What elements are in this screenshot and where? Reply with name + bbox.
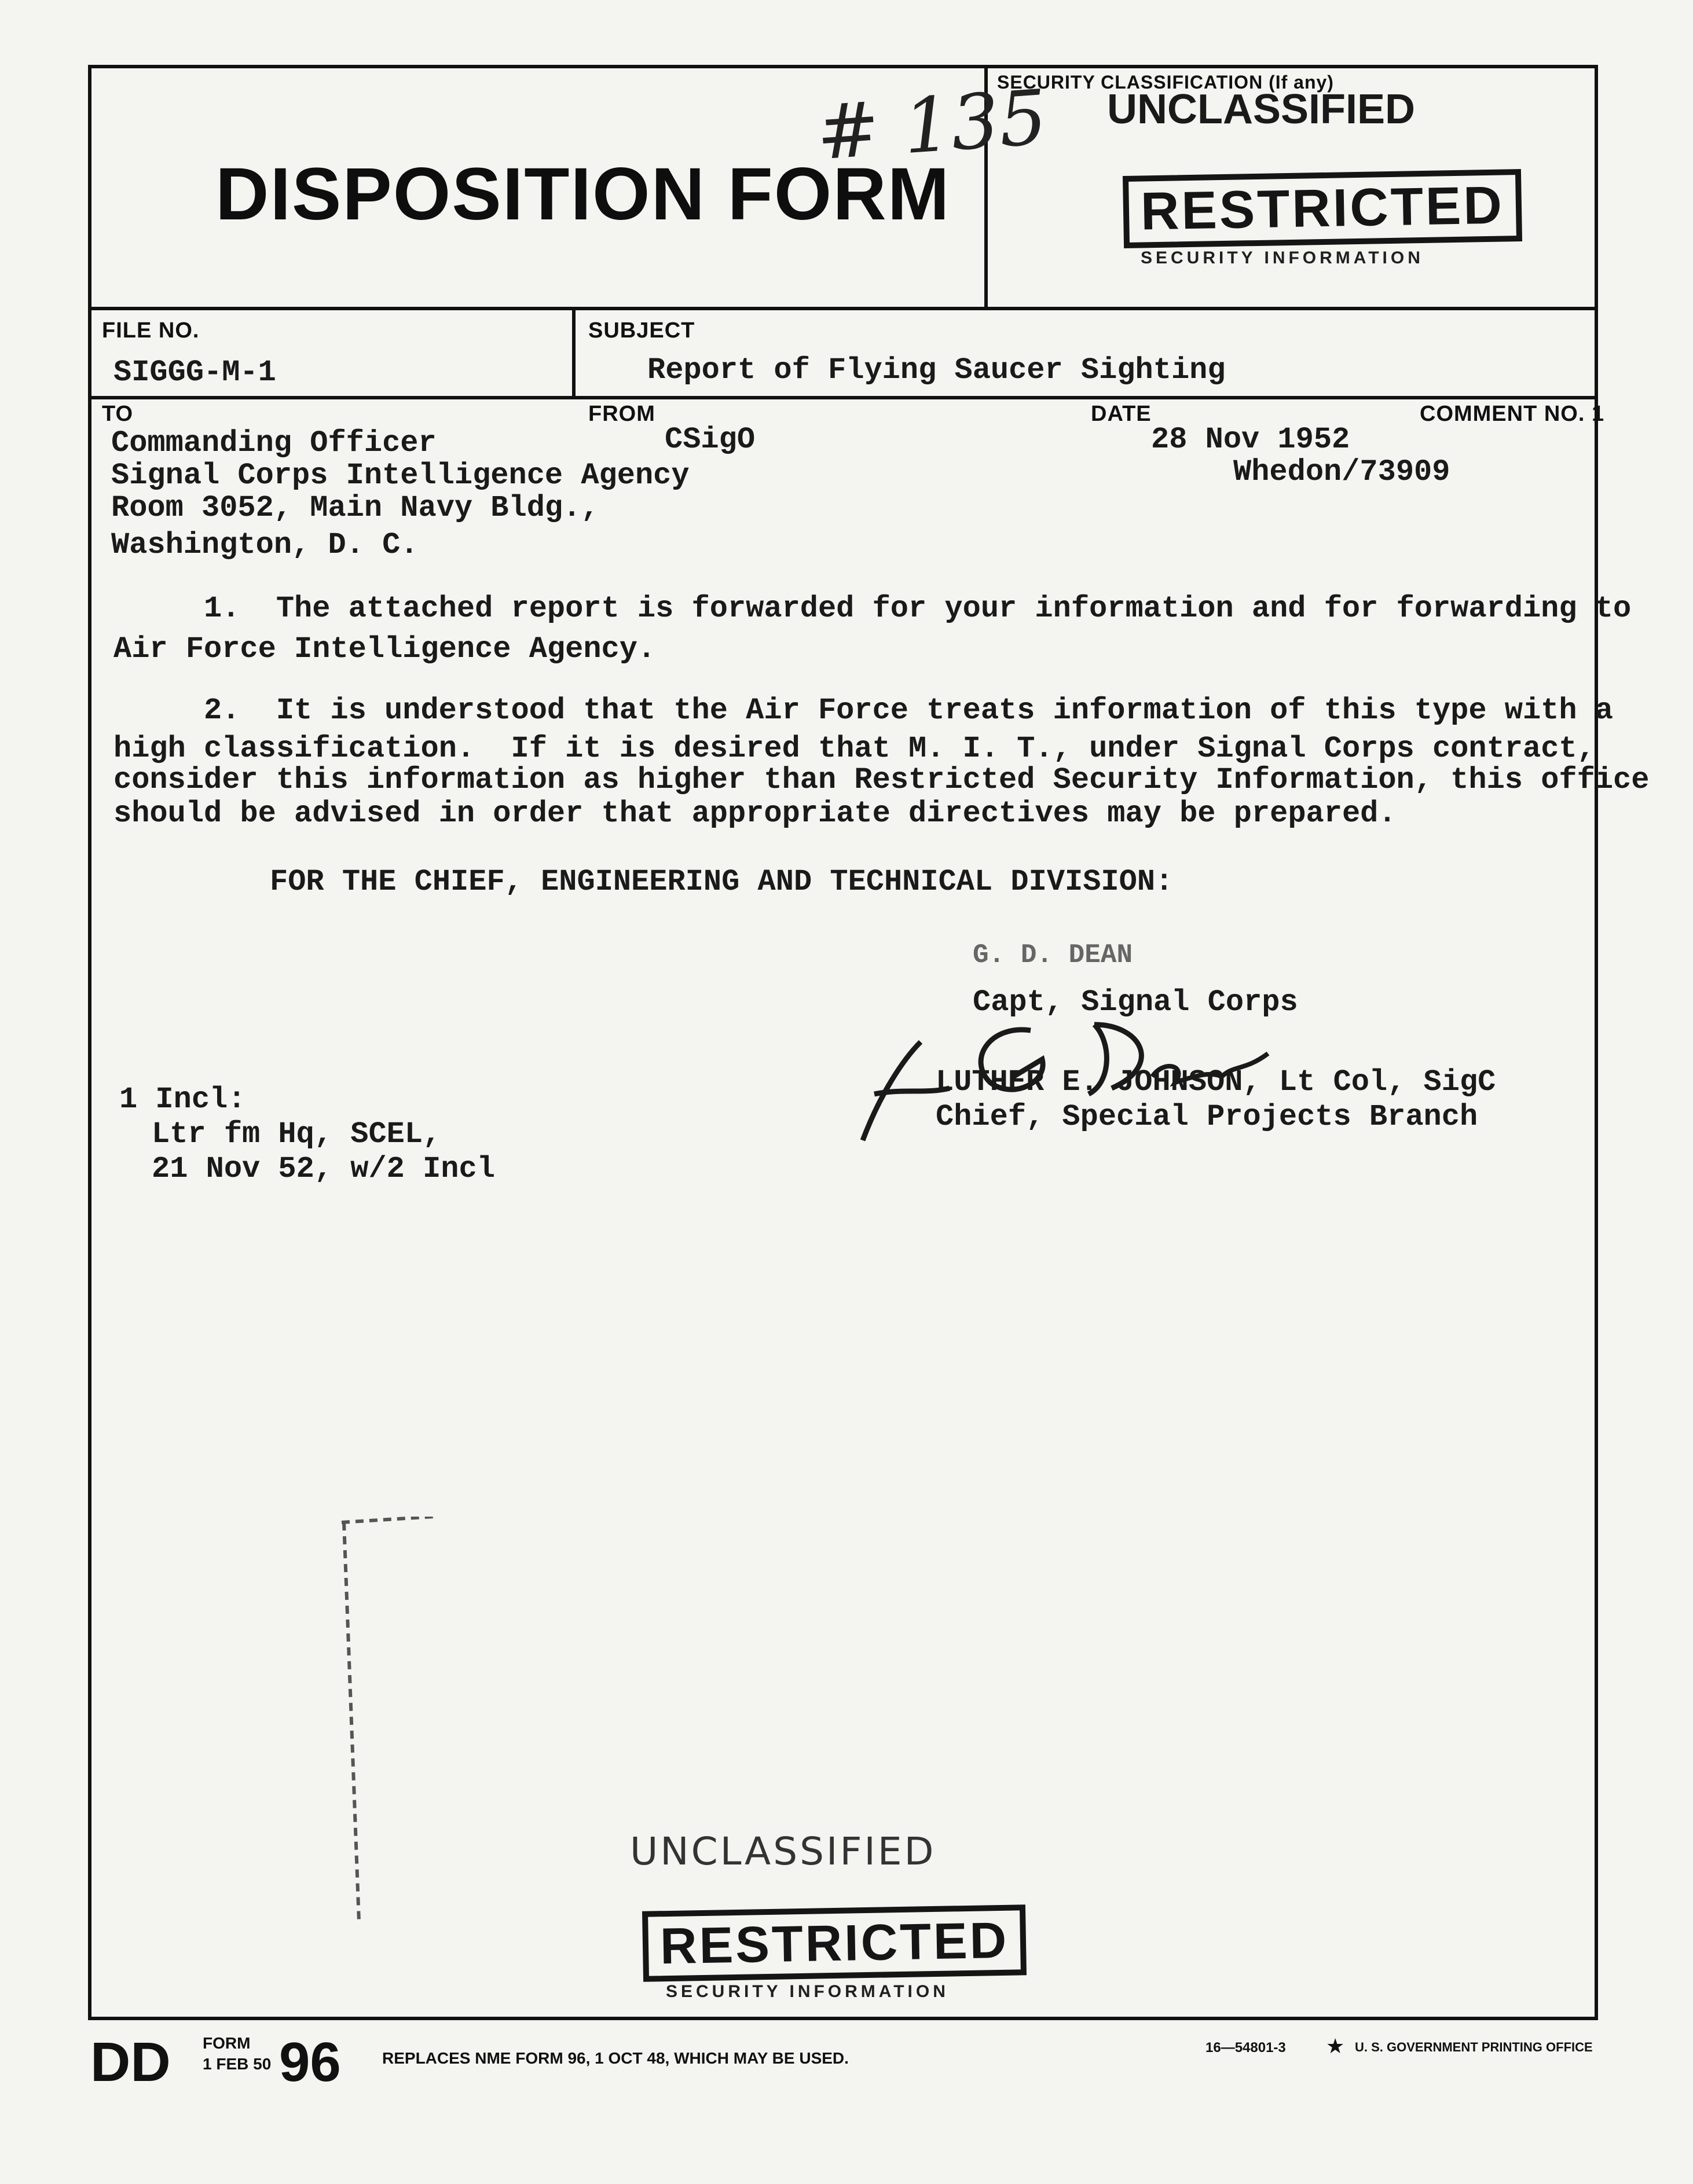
official-name: LUTHER E. JOHNSON, Lt Col, SigC	[936, 1065, 1496, 1099]
date-value: 28 Nov 1952	[1151, 423, 1350, 457]
paragraph-2-line-2: high classification. If it is desired that M. I. T., under Signal Corps contract,	[113, 732, 1595, 766]
to-line-3: Room 3052, Main Navy Bldg.,	[111, 491, 599, 525]
paragraph-2-line-1: 2. It is understood that the Air Force treats information of this type with a	[204, 693, 1613, 728]
handwritten-number: # 135	[813, 73, 1050, 177]
fileno-subject-divider	[572, 307, 576, 399]
restricted-stamp-top-text: RESTRICTED	[1123, 169, 1522, 248]
handwritten-signature-text	[845, 1088, 941, 1108]
official-title: Chief, Special Projects Branch	[936, 1100, 1478, 1134]
for-the-chief-line: FOR THE CHIEF, ENGINEERING AND TECHNICAL DIVISION:	[270, 865, 1174, 899]
signer-typed-name: G. D. DEAN	[973, 940, 1133, 970]
bottom-classification: UNCLASSIFIED	[630, 1829, 936, 1874]
footer-star-icon: ★	[1326, 2034, 1345, 2058]
paragraph-2-line-4: should be advised in order that appropriate directives may be prepared.	[113, 796, 1397, 831]
footer-print-code: 16—54801-3	[1205, 2040, 1286, 2055]
form-title: DISPOSITION FORM	[215, 153, 951, 236]
paragraph-2-line-3: consider this information as higher than Restricted Security Information, this office	[113, 763, 1650, 797]
comment-no-label: COMMENT NO. 1	[1420, 402, 1605, 426]
file-no-value: SIGGG-M-1	[113, 355, 276, 390]
restricted-stamp-top	[1123, 172, 1522, 268]
fileno-divider	[88, 396, 1598, 399]
faint-stamp-outline	[336, 1517, 440, 1933]
restricted-stamp-top-subtext: SECURITY INFORMATION	[1141, 248, 1424, 267]
to-line-2: Signal Corps Intelligence Agency	[111, 458, 690, 493]
footer-replaces-note: REPLACES NME FORM 96, 1 OCT 48, WHICH MAY BE USED.	[382, 2049, 849, 2067]
footer-form-label: FORM	[203, 2034, 251, 2052]
contact-value: Whedon/73909	[1233, 455, 1450, 489]
enclosure-line-2: 21 Nov 52, w/2 Incl	[152, 1152, 495, 1186]
paragraph-1-line-1: 1. The attached report is forwarded for your information and for forwarding to	[204, 592, 1632, 626]
paragraph-1-line-2: Air Force Intelligence Agency.	[113, 632, 656, 666]
enclosure-line-1: Ltr fm Hq, SCEL,	[152, 1117, 441, 1151]
from-value: CSigO	[665, 423, 756, 457]
to-label: TO	[102, 402, 134, 426]
to-line-1: Commanding Officer	[111, 426, 437, 460]
header-divider	[88, 307, 1598, 310]
file-no-label: FILE NO.	[102, 318, 200, 343]
security-classification-label: SECURITY CLASSIFICATION (If any)	[997, 72, 1334, 93]
to-line-4: Washington, D. C.	[111, 528, 419, 562]
footer-printer: U. S. GOVERNMENT PRINTING OFFICE	[1355, 2040, 1593, 2054]
footer-dd: DD	[90, 2031, 171, 2093]
restricted-stamp-bottom-subtext: SECURITY INFORMATION	[666, 1982, 949, 2001]
classification-typed: UNCLASSIFIED	[1107, 86, 1416, 133]
restricted-stamp-bottom	[643, 1908, 1026, 2002]
footer-form-number: 96	[279, 2031, 341, 2093]
from-label: FROM	[588, 402, 655, 426]
signer-title: Capt, Signal Corps	[973, 985, 1298, 1019]
restricted-stamp-bottom-text: RESTRICTED	[642, 1904, 1027, 1982]
footer-form-date: 1 FEB 50	[203, 2055, 272, 2073]
subject-label: SUBJECT	[588, 318, 695, 343]
subject-value: Report of Flying Saucer Sighting	[647, 353, 1226, 387]
enclosure-label: 1 Incl:	[119, 1082, 246, 1117]
date-label: DATE	[1091, 402, 1152, 426]
